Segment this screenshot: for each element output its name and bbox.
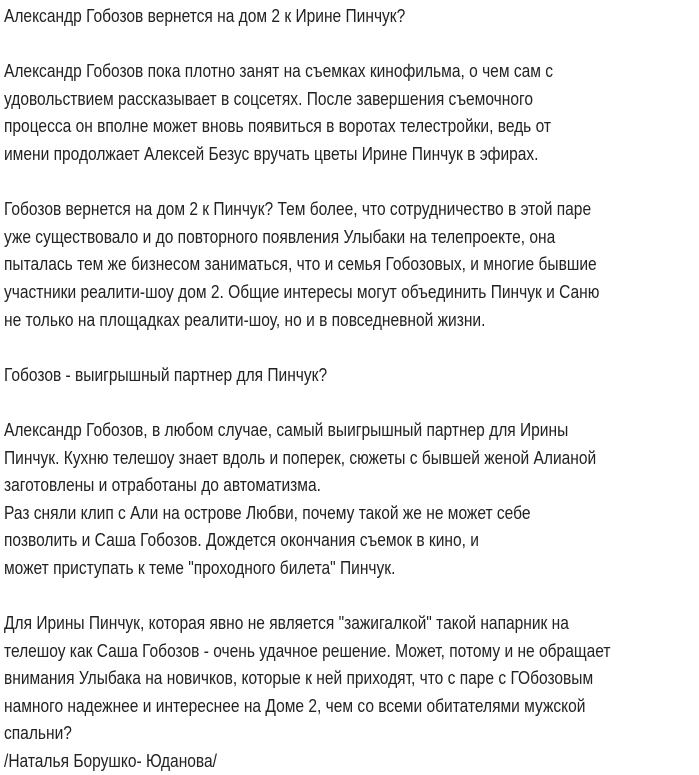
paragraph-3 [4,416,699,582]
text-line: процесса он вполне может вновь появиться в воротах телестройки, ведь от [4,115,552,137]
article-title: Александр Гобозов вернется на дом 2 к Ирине Пинчук? [4,5,406,26]
paragraph-1 [4,57,699,167]
spacer [4,30,699,58]
spacer [4,168,699,196]
text-line: пыталась тем же бизнесом заниматься, что и семья Гобозовых, и многие бывшие [4,253,597,275]
text-line: участники реалити-шоу дом 2. Общие интересы могут объединить Пинчук и Саню [4,280,600,302]
article-subtitle: Гобозов - выигрышный партнер для Пинчук? [4,363,328,385]
paragraph-4 [4,609,699,747]
text-line: Пинчук. Кухню телешоу знает вдоль и поперек, сюжеты с бывшей женой Алианой [4,446,597,468]
author-signature: /Наталья Борушко- Юданова/ [4,750,217,772]
text-line: заготовлены и отработаны до автоматизма. [4,474,321,496]
text-line: уже существовало и до повторного появления Улыбаки на телепроекте, она [4,225,556,247]
text-line: удовольствием рассказывает в соцсетях. После завершения съемочного [4,87,533,109]
text-line: не только на площадках реалити-шоу, но и в повседневной жизни. [4,308,486,330]
text-line: Гобозов вернется на дом 2 к Пинчук? Тем более, что сотрудничество в этой паре [4,198,592,220]
text-line: телешоу как Саша Гобозов - очень удачное решение. Может, потому и не обращает [4,639,611,661]
text-line: имени продолжает Алексей Безус вручать цветы Ирине Пинчук в эфирах. [4,142,539,164]
text-line: позволить и Саша Гобозов. Дождется окончания съемок в кино, и [4,529,479,551]
text-line: Александр Гобозов пока плотно занят на съемках кинофильма, о чем сам с [4,60,554,82]
spacer [4,388,699,416]
text-line: внимания Улыбака на новичков, которые к ней приходят, что с паре с ГОбозовым [4,667,594,689]
text-line: намного надежнее и интереснее на Доме 2, чем со всеми обитателями мужской [4,694,586,716]
paragraph-2 [4,195,699,333]
spacer [4,333,699,361]
spacer [4,581,699,609]
text-line: Раз сняли клип с Али на острове Любви, почему такой же не может себе [4,501,531,523]
text-line: Александр Гобозов, в любом случае, самый выигрышный партнер для Ирины [4,418,569,440]
text-line: может приступать к теме "проходного билета" Пинчук. [4,556,396,578]
text-line: Для Ирины Пинчук, которая явно не является "зажигалкой" такой напарник на [4,612,569,634]
text-line: спальни? [4,722,72,744]
